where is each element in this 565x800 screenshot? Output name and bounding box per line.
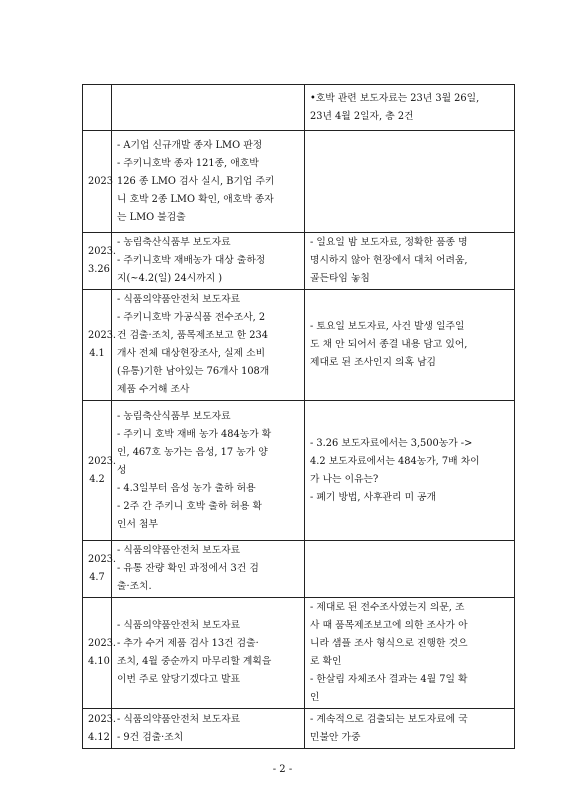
content-line: 인, 467호 농가는 음성, 17 농가 양 — [117, 446, 268, 458]
content-line: 이번 주로 앞당기겠다고 발표 — [117, 674, 240, 685]
date-cell — [83, 401, 117, 541]
content-line: 인서 첨부 — [117, 518, 158, 530]
page-number: - 2 - — [272, 764, 293, 775]
content-line: - 식품의약품안전처 보도자료 — [117, 294, 241, 305]
content-cell — [112, 541, 305, 598]
date-line: 2023. — [88, 554, 117, 565]
content-line: - 4.3일부터 음성 농가 출하 허용 — [117, 482, 256, 494]
content-line: 제품 수거해 조사 — [117, 384, 190, 395]
date-line: 2023. — [88, 246, 117, 257]
content-line: - 농림축산식품부 보도자료 — [117, 237, 231, 248]
note-line: 로 확인 — [310, 656, 342, 667]
note-line: - 계속적으로 검출되는 보도자료에 국 — [310, 713, 468, 725]
content-cell — [112, 85, 305, 131]
table-row — [83, 541, 515, 598]
note-cell — [305, 290, 515, 401]
date-cell — [83, 598, 117, 709]
note-line: 민불안 가중 — [310, 731, 361, 743]
note-line: 골든타임 놓침 — [310, 273, 370, 284]
content-line: - 식품의약품안전처 보도자료 — [117, 713, 241, 725]
content-cell — [112, 131, 305, 233]
content-line: - 유통 잔량 확인 과정에서 3건 검 — [117, 563, 259, 574]
content-cell — [112, 233, 305, 290]
date-line: 4.12 — [88, 731, 110, 743]
note-line: 도 채 안 되어서 종결 내용 담고 있어, — [310, 339, 468, 350]
date-line: 4.2 — [89, 473, 105, 485]
content-line: 지(~4.2(일) 24시까지 ) — [117, 273, 223, 284]
content-line: - 주키니호박 종자 121종, 애호박 — [117, 157, 259, 169]
date-cell — [83, 131, 112, 233]
date-line: 2023. — [88, 713, 117, 725]
table-row — [83, 709, 515, 749]
content-line: 126 종 LMO 검사 실시, B기업 주키 — [117, 175, 275, 187]
note-line: 인 — [310, 692, 320, 703]
note-line: - 일요일 밤 보도자료, 정확한 품종 명 — [310, 237, 468, 248]
table-row — [83, 401, 515, 541]
note-line: •호박 관련 보도자료는 23년 3월 26일, — [310, 92, 480, 104]
table-body — [83, 85, 515, 749]
content-line: - A기업 신규개발 종자 LMO 판정 — [117, 139, 263, 151]
content-line: - 9건 검출·조치 — [117, 731, 184, 743]
content-line: - 농림축산식품부 보도자료 — [117, 410, 231, 422]
content-cell — [112, 598, 305, 709]
content-line: - 주키니 호박 재배 농가 484농가 확 — [117, 428, 272, 440]
table-row — [83, 233, 515, 290]
date-line: 2023. — [88, 330, 117, 341]
date-cell — [83, 233, 117, 290]
date-cell — [83, 290, 117, 401]
table-row — [83, 290, 515, 401]
note-cell — [305, 541, 515, 598]
content-line: 개사 전체 대상현장조사, 실제 소비 — [117, 348, 266, 359]
note-line: - 3.26 보도자료에서는 3,500농가 -> — [310, 437, 473, 449]
note-line: 제대로 된 조사인지 의혹 남김 — [310, 357, 437, 368]
note-cell — [305, 85, 515, 131]
note-line: 4.2 보도자료에서는 484농가, 7배 차이 — [310, 455, 480, 467]
content-line: 조치, 4월 중순까지 마무리할 계획을 — [117, 656, 272, 667]
date-line: 2023. — [88, 638, 117, 649]
note-cell — [305, 401, 515, 541]
table-row — [83, 85, 515, 131]
note-line: 명시하지 않아 현장에서 대처 어려움, — [310, 255, 468, 266]
table-row — [83, 598, 515, 709]
date-line: 4.7 — [89, 572, 105, 583]
note-line: 니라 샘플 조사 형식으로 진행한 것으 — [310, 638, 468, 649]
date-line: 2023. — [88, 455, 117, 467]
note-line: 23년 4월 2일자, 총 2건 — [310, 110, 414, 122]
note-cell — [305, 598, 515, 709]
content-line: 성 — [117, 464, 127, 476]
table-row — [83, 131, 515, 233]
date-line: 2023 — [88, 175, 113, 187]
content-cell — [112, 709, 305, 749]
note-line: - 토요일 보도자료, 사건 발생 일주일 — [310, 321, 465, 332]
content-cell — [112, 290, 305, 401]
note-line: - 한살림 자체조사 결과는 4월 7일 확 — [310, 674, 468, 685]
content-line: 는 LMO 불검출 — [117, 211, 186, 223]
note-line: 가 나는 이유는? — [310, 473, 379, 485]
date-cell — [83, 85, 112, 131]
content-line: - 식품의약품안전처 보도자료 — [117, 545, 241, 556]
date-line: 4.10 — [88, 656, 110, 667]
content-cell — [112, 401, 305, 541]
content-line: 니 호박 2종 LMO 확인, 애호박 종자 — [117, 193, 274, 205]
note-line: 사 때 품목제조보고에 의한 조사가 아 — [310, 620, 468, 631]
note-line: - 제대로 된 전수조사였는지 의문, 조 — [310, 602, 465, 613]
content-line: - 식품의약품안전처 보도자료 — [117, 620, 241, 631]
note-cell — [305, 131, 515, 233]
content-line: - 주키니호박 가공식품 전수조사, 2 — [117, 312, 266, 323]
note-cell — [305, 233, 515, 290]
content-line: 건 검출·조치, 품목제조보고 한 234 — [117, 330, 268, 341]
timeline-table — [82, 84, 515, 749]
content-line: 출·조치. — [117, 581, 152, 592]
date-line: 4.1 — [89, 348, 105, 359]
content-line: (유통)기한 남아있는 76개사 108개 — [117, 366, 270, 377]
date-cell — [83, 709, 117, 749]
note-line: - 폐기 방법, 사후관리 미 공개 — [310, 491, 437, 503]
date-line: 3.26 — [88, 264, 110, 275]
content-line: - 2주 간 주키니 호박 출하 허용 확 — [117, 500, 262, 512]
content-line: - 주키니호박 재배농가 대상 출하정 — [117, 255, 266, 266]
date-cell — [83, 541, 117, 598]
content-line: - 추가 수거 제품 검사 13건 검출· — [117, 638, 259, 649]
note-cell — [305, 709, 515, 749]
